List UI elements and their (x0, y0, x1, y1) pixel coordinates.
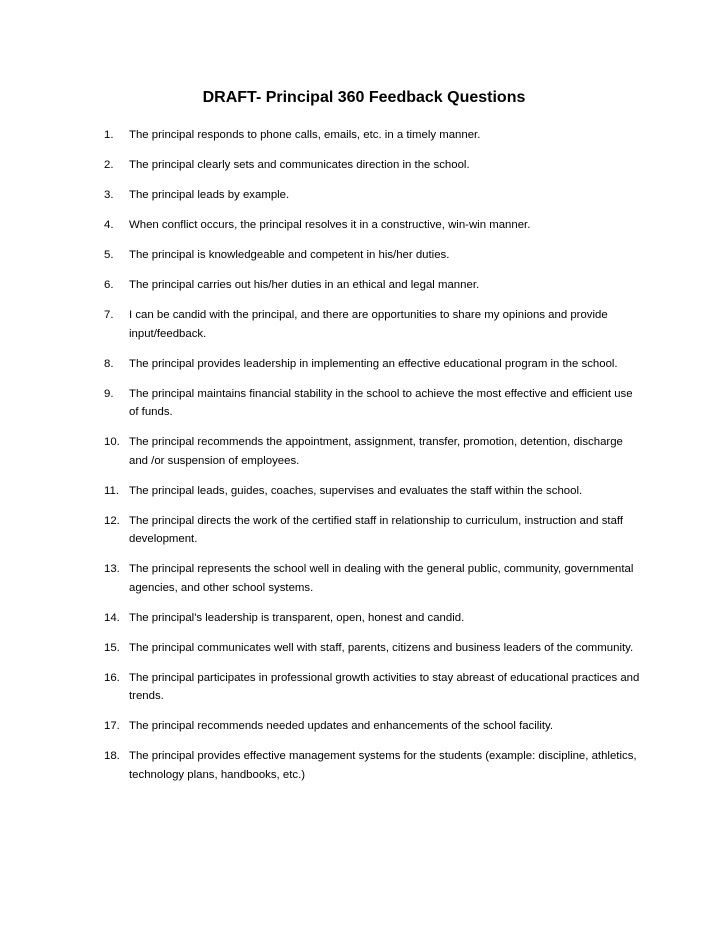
question-item (104, 482, 644, 501)
question-item (104, 433, 644, 470)
question-item (104, 246, 644, 265)
question-number: 11. (104, 484, 119, 497)
question-item (104, 639, 644, 658)
question-item (104, 126, 644, 145)
question-item (104, 186, 644, 205)
question-number: 13. (104, 563, 120, 575)
question-item (104, 276, 644, 295)
question-number: 8. (104, 357, 114, 370)
question-number: 14. (104, 611, 120, 624)
question-text: The principal provides leadership in implementing an effective educational program in the school. (129, 357, 618, 370)
question-number: 2. (104, 159, 114, 171)
question-number: 15. (104, 641, 120, 654)
question-number: 1. (104, 129, 114, 141)
question-text: The principal carries out his/her duties in an ethical and legal manner. (129, 279, 480, 291)
questions-list (0, 126, 644, 784)
question-item (104, 355, 644, 374)
question-text: The principal represents the school well in dealing with the general public, community, governmental agencies, and other school systems. (129, 563, 634, 594)
question-text: The principal responds to phone calls, emails, etc. in a timely manner. (129, 129, 481, 141)
question-number: 4. (104, 219, 114, 231)
question-number: 10. (104, 436, 120, 448)
question-item (104, 385, 644, 422)
question-number: 9. (104, 387, 114, 400)
question-text: The principal maintains financial stability in the school to achieve the most effective and efficient use of funds. (129, 387, 633, 418)
question-number: 12. (104, 514, 120, 527)
question-number: 7. (104, 309, 114, 321)
question-item (104, 717, 644, 736)
question-text: The principal recommends needed updates and enhancements of the school facility. (129, 720, 554, 732)
question-number: 16. (104, 671, 120, 684)
question-text: The principal participates in professional growth activities to stay abreast of educational practices and trends. (129, 671, 640, 702)
question-item (104, 669, 644, 706)
question-item (104, 609, 644, 628)
question-number: 17. (104, 720, 120, 732)
document-title: DRAFT- Principal 360 Feedback Questions (202, 89, 526, 106)
question-number: 18. (104, 750, 120, 762)
question-text: The principal directs the work of the certified staff in relationship to curriculum, instruction and staff development. (129, 514, 624, 545)
question-text: I can be candid with the principal, and there are opportunities to share my opinions and provide input/feedback. (129, 309, 608, 340)
question-number: 5. (104, 249, 114, 261)
question-item (104, 156, 644, 175)
question-item (104, 306, 644, 343)
question-text: The principal recommends the appointment, assignment, transfer, promotion, detention, discharge and /or suspension of employees. (129, 436, 623, 467)
question-text: The principal leads by example. (129, 189, 290, 201)
question-text: The principal is knowledgeable and competent in his/her duties. (129, 249, 450, 261)
question-text: The principal communicates well with staff, parents, citizens and business leaders of the community. (129, 641, 634, 654)
question-number: 6. (104, 279, 114, 291)
question-text: The principal leads, guides, coaches, supervises and evaluates the staff within the school. (129, 484, 583, 497)
question-text: The principal provides effective management systems for the students (example: discipline, athletics, technology plans, handbooks, etc.) (129, 750, 637, 781)
question-text: When conflict occurs, the principal resolves it in a constructive, win-win manner. (129, 219, 531, 231)
question-item (104, 216, 644, 235)
question-text: The principal clearly sets and communicates direction in the school. (129, 159, 470, 171)
question-item (104, 560, 644, 597)
question-item (104, 747, 644, 784)
question-number: 3. (104, 189, 114, 201)
question-item (104, 512, 644, 549)
question-text: The principal's leadership is transparent, open, honest and candid. (129, 611, 465, 624)
